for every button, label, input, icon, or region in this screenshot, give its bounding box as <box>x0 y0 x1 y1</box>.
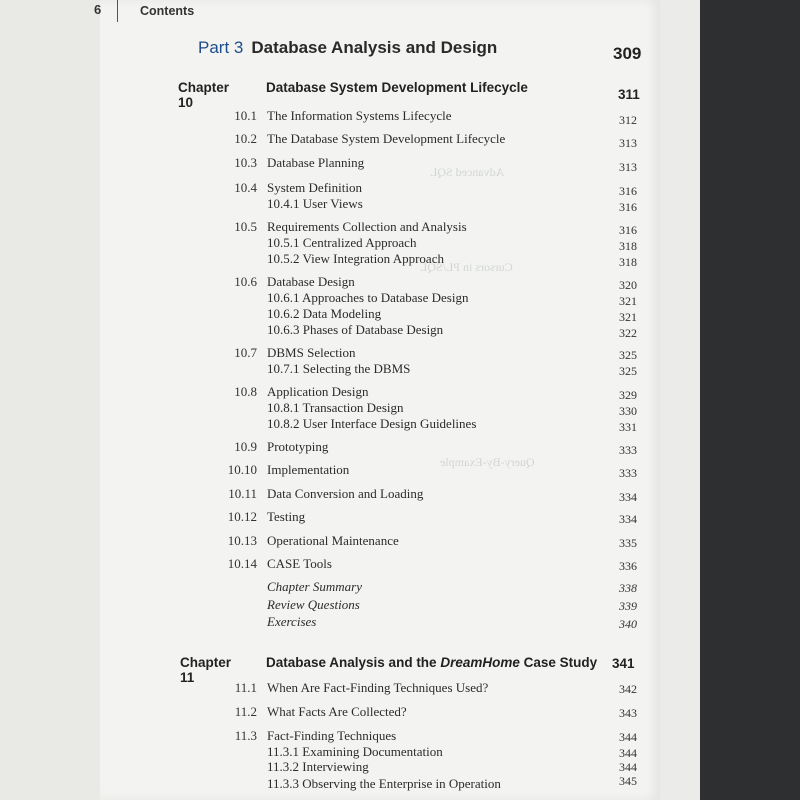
entry-page: 344 <box>619 730 637 744</box>
entry-page: 329 <box>619 388 637 402</box>
entry-title: The Database System Development Lifecycle <box>267 131 506 146</box>
entry-number: 10.13 <box>227 533 257 548</box>
entry-title: DBMS Selection <box>267 345 356 360</box>
entry-page: 316 <box>619 223 637 237</box>
part-label: Part 3 <box>198 38 244 57</box>
entry-page: 316 <box>619 200 637 214</box>
entry-title: Review Questions <box>267 597 360 612</box>
background-edge <box>700 0 800 800</box>
chapter-11-title-pre: Database Analysis and the <box>266 655 441 670</box>
entry-number: 10.3 <box>234 155 257 170</box>
entry-title: Database Planning <box>267 155 365 170</box>
entry-page: 318 <box>619 255 637 269</box>
entry-page: 320 <box>619 278 637 292</box>
entry-number: 11.1 <box>234 680 257 695</box>
entry-page: 334 <box>619 512 637 526</box>
part-title: Database Analysis and Design <box>251 38 498 57</box>
entry-title: System Definition <box>267 180 362 195</box>
entry-page: 313 <box>619 136 637 150</box>
entry-page: 334 <box>619 490 637 504</box>
entry-title: 11.3.3 Observing the Enterprise in Operation <box>267 776 501 791</box>
entry-title: Exercises <box>267 614 317 629</box>
entry-page: 344 <box>619 746 637 760</box>
entry-page: 336 <box>619 559 637 573</box>
entry-number: 10.1 <box>234 108 257 123</box>
entry-number: 10.7 <box>234 345 257 360</box>
entry-number: 10.4 <box>234 180 257 195</box>
entry-number: 10.12 <box>227 509 257 524</box>
entry-title: Implementation <box>267 462 350 477</box>
page-margin <box>660 0 700 800</box>
chapter-11-title <box>266 655 597 670</box>
entry-page: 333 <box>619 443 637 457</box>
entry-number: 11.2 <box>234 704 257 719</box>
entry-number: 10.2 <box>234 131 257 146</box>
entry-number: 10.8 <box>234 384 257 399</box>
entry-page: 338 <box>619 581 637 595</box>
entry-title: 10.5.1 Centralized Approach <box>267 235 417 250</box>
entry-page: 322 <box>619 326 637 340</box>
entry-page: 340 <box>619 617 637 631</box>
entry-number: 10.11 <box>228 486 257 501</box>
chapter-11-label: Chapter 11 <box>180 655 232 685</box>
entry-number: 10.14 <box>227 556 257 571</box>
chapter-10-label: Chapter 10 <box>178 80 230 110</box>
entry-title: What Facts Are Collected? <box>267 704 407 719</box>
entry-title: Operational Maintenance <box>267 533 399 548</box>
entry-page: 321 <box>619 310 637 324</box>
entry-page: 330 <box>619 404 637 418</box>
entry-page: 335 <box>619 536 637 550</box>
entry-page: 313 <box>619 160 637 174</box>
entry-page: 344 <box>619 760 637 774</box>
entry-title: The Information Systems Lifecycle <box>267 108 452 123</box>
entry-title: Prototyping <box>267 439 329 454</box>
entry-title: Requirements Collection and Analysis <box>267 219 467 234</box>
entry-title: 10.5.2 View Integration Approach <box>267 251 444 266</box>
chapter-10-title: Database System Development Lifecycle <box>266 80 528 95</box>
running-head-page-number: 6 <box>94 2 102 17</box>
entry-title: 10.4.1 User Views <box>267 196 363 211</box>
entry-page: 331 <box>619 420 637 434</box>
entry-number: 11.3 <box>234 728 257 743</box>
entry-page: 316 <box>619 184 637 198</box>
entry-title: 10.8.1 Transaction Design <box>267 400 404 415</box>
chapter-11-title-em: DreamHome <box>440 655 520 670</box>
chapter-10-page: 311 <box>618 87 640 102</box>
entry-title: Fact-Finding Techniques <box>267 728 397 743</box>
entry-page: 343 <box>619 706 637 720</box>
entry-page: 342 <box>619 682 637 696</box>
entry-title: When Are Fact-Finding Techniques Used? <box>267 680 489 695</box>
entry-title: 10.8.2 User Interface Design Guidelines <box>267 416 477 431</box>
entry-page: 325 <box>619 348 637 362</box>
entry-title: Database Design <box>267 274 355 289</box>
entry-page: 333 <box>619 466 637 480</box>
entry-number: 10.5 <box>234 219 257 234</box>
entry-title: 11.3.1 Examining Documentation <box>267 744 443 759</box>
entry-page: 339 <box>619 599 637 613</box>
entry-page: 318 <box>619 239 637 253</box>
running-head-title: Contents <box>140 4 195 18</box>
entry-title: 10.6.3 Phases of Database Design <box>267 322 444 337</box>
entry-title: Data Conversion and Loading <box>267 486 424 501</box>
entry-page: 312 <box>619 113 637 127</box>
entry-page: 345 <box>619 774 637 788</box>
entry-title: Chapter Summary <box>267 579 362 594</box>
entry-page: 321 <box>619 294 637 308</box>
part-page: 309 <box>613 44 642 63</box>
entry-title: 11.3.2 Interviewing <box>267 759 369 774</box>
entry-title: 10.7.1 Selecting the DBMS <box>267 361 411 376</box>
part-heading <box>198 38 497 58</box>
entry-title: 10.6.2 Data Modeling <box>267 306 382 321</box>
chapter-11-page: 341 <box>612 656 635 671</box>
running-head-divider <box>117 0 118 22</box>
entry-title: CASE Tools <box>267 556 332 571</box>
entry-title: 10.6.1 Approaches to Database Design <box>267 290 469 305</box>
entry-number: 10.6 <box>234 274 257 289</box>
chapter-11-title-post: Case Study <box>519 655 598 670</box>
entry-number: 10.9 <box>234 439 257 454</box>
entry-number: 10.10 <box>227 462 257 477</box>
entry-page: 325 <box>619 364 637 378</box>
entry-title: Testing <box>267 509 306 524</box>
entry-title: Application Design <box>267 384 369 399</box>
